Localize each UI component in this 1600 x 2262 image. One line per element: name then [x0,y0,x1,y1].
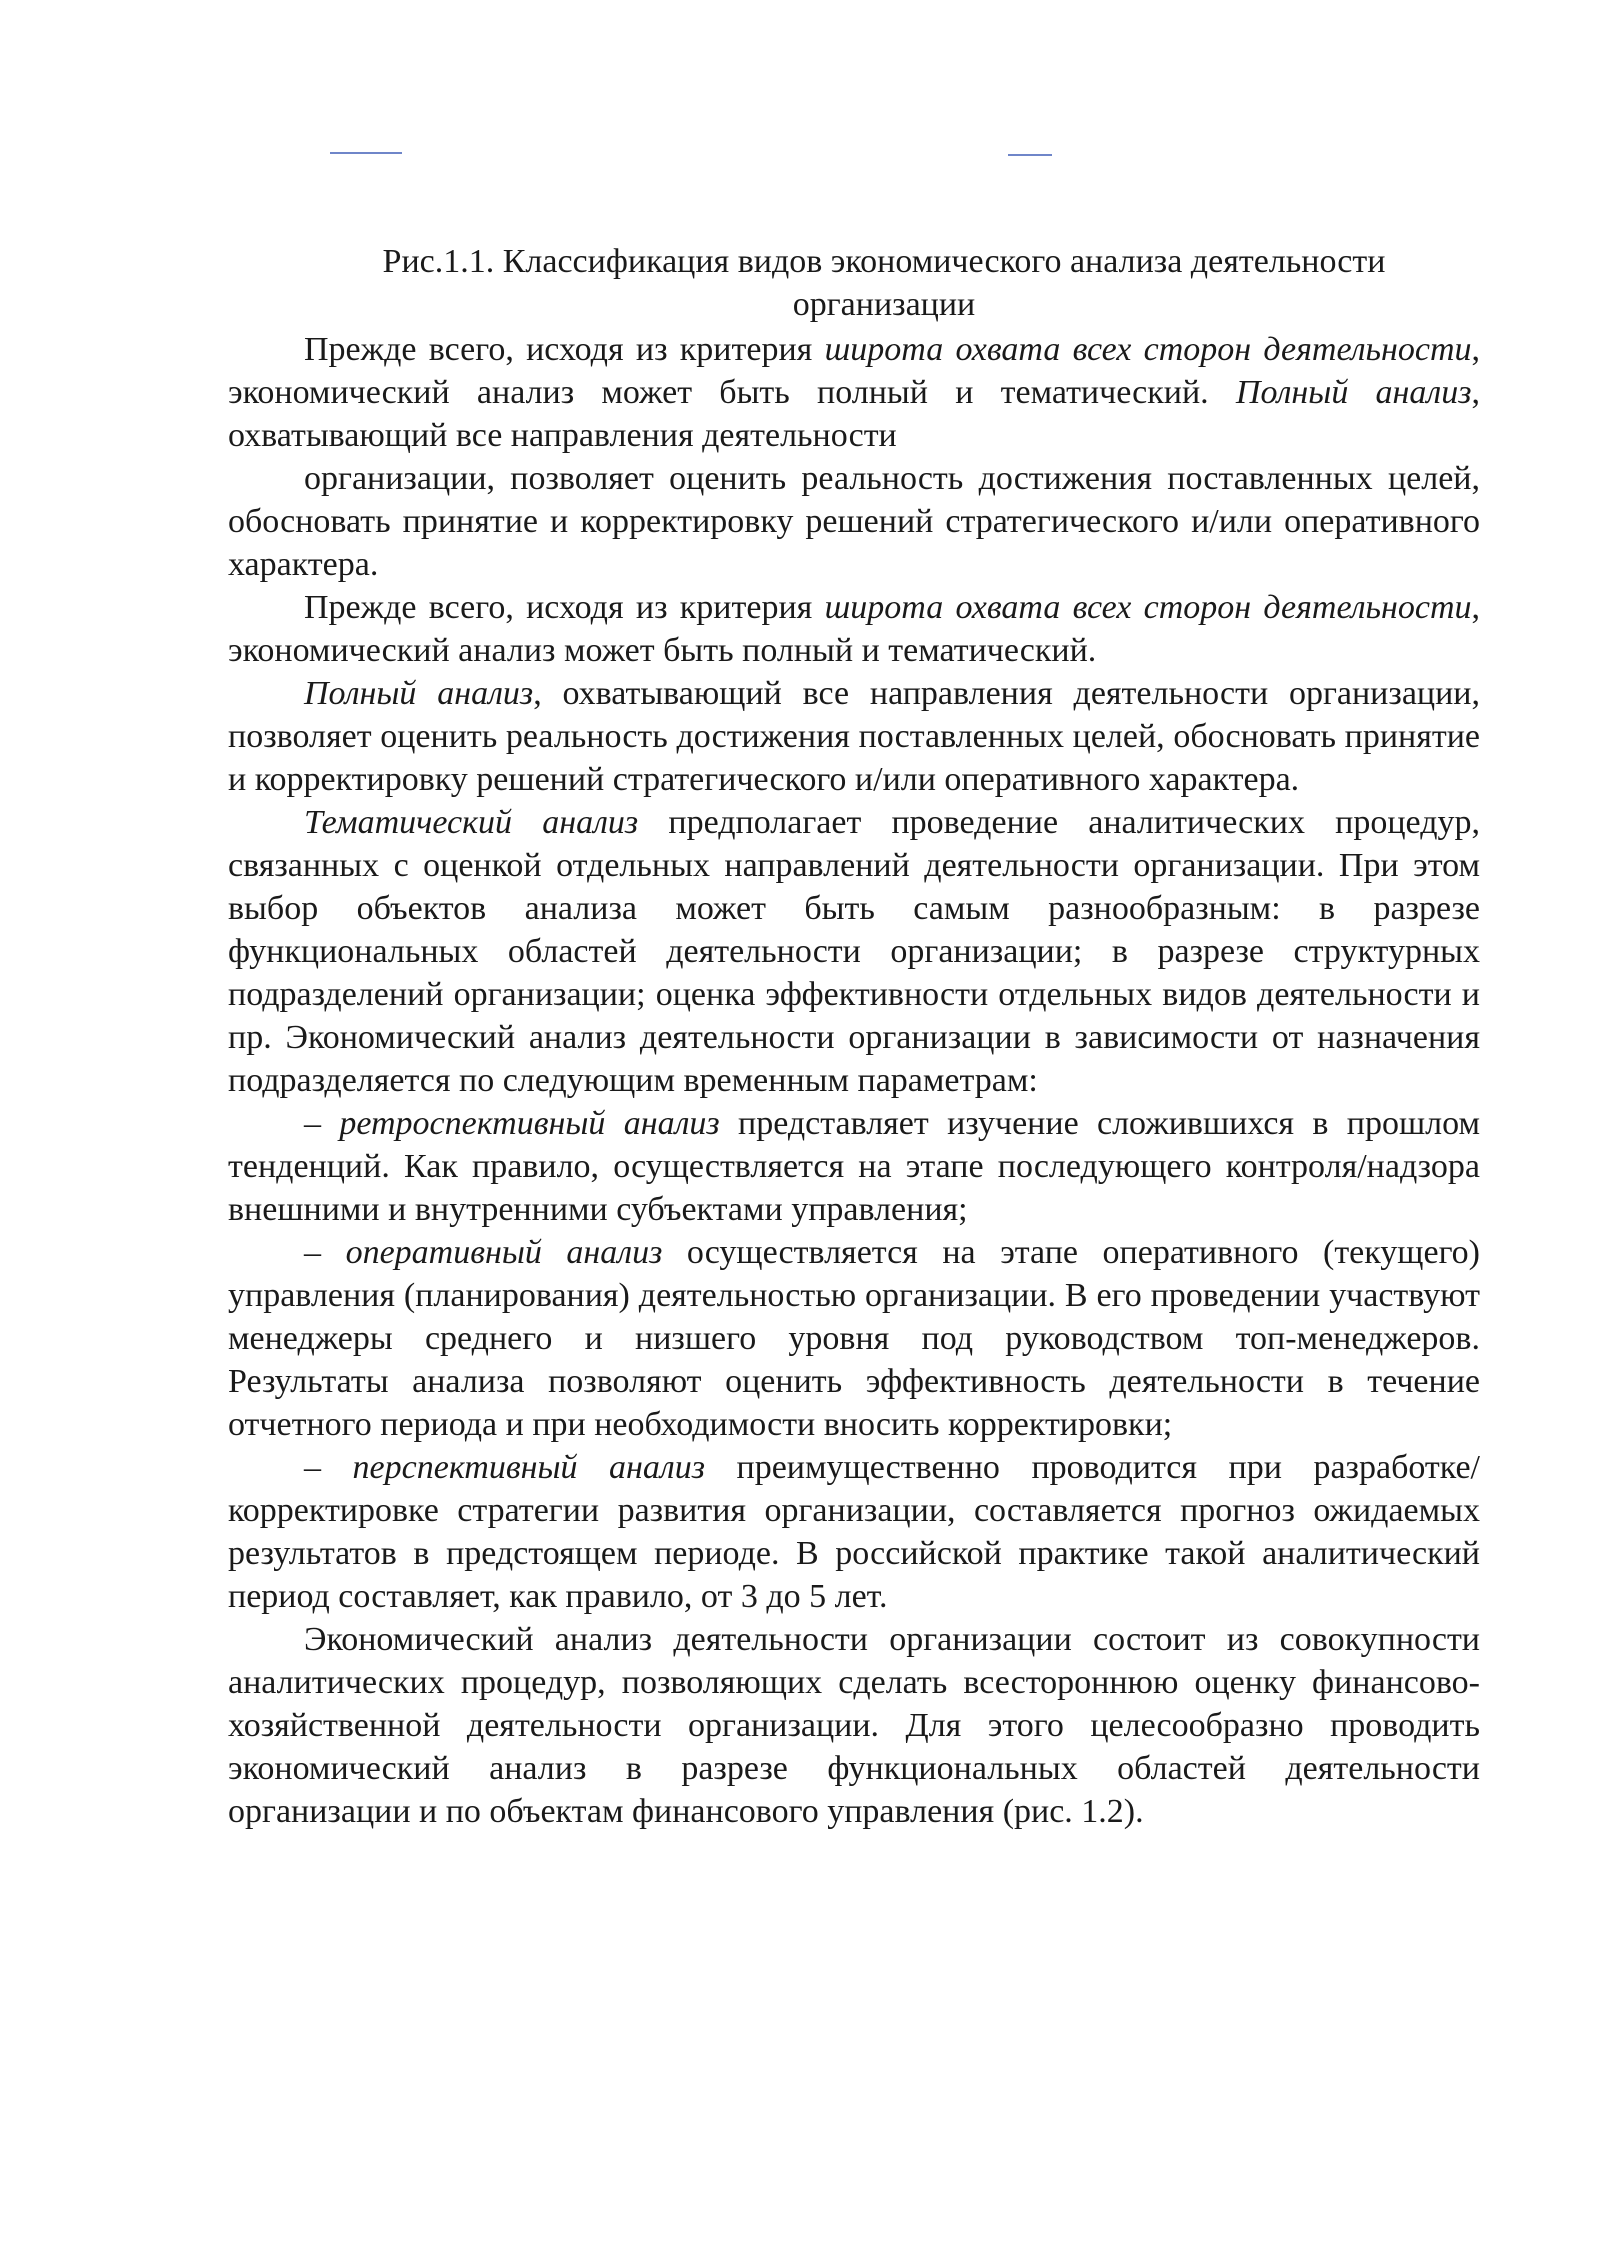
caption-line-2: организации [792,286,976,323]
figure-remnant-line-center [1008,154,1052,156]
paragraph-9 [228,1618,1480,1833]
figure-remnant-line-left [330,152,402,154]
paragraph-1 [228,328,1480,457]
p3-text-2: , экономический анализ может быть полный и тематический. [228,589,1481,669]
p7-text-1: осуществляется на этапе оперативного (текущего) управления (планирования) деятельностью организации. В его проведении участвуют менеджеры среднего и низшего уровня под руководством топ-менеджеров. Результаты анализа позволяют оценить эффективность деятельности в течение отчетного периода и при необходимости вносить корректировки; [228,1234,1480,1443]
p3-italic-1: широта охвата всех сторон деятельности [824,589,1472,626]
p6-dash: – [304,1105,340,1142]
p3-text-1: Прежде всего, исходя из критерия [304,589,825,626]
p1-text-1: Прежде всего, исходя из критерия [304,331,825,368]
paragraph-2 [228,457,1480,586]
p4-text-1: , охватывающий все направления деятельности организации, позволяет оценить реальность достижения поставленных целей, обосновать принятие и корректировку решений стратегического и/или оперативного характера. [228,675,1480,798]
paragraph-6-retrospective [228,1102,1480,1231]
p5-italic-1: Тематический анализ [304,804,639,841]
p5-text-1: предполагает проведение аналитических процедур, связанных с оценкой отдельных направлений деятельности организации. При этом выбор объектов анализа может быть самым разнообразным: в разрезе функциональных областей деятельности организации; в разрезе структурных подразделений организации; оценка эффективности отдельных видов деятельности и пр. Экономический анализ деятельности организации в зависимости от назначения подразделяется по следующим временным параметрам: [228,804,1480,1099]
p2-text-1: организации, позволяет оценить реальность достижения поставленных целей, обосновать принятие и корректировку решений стратегического и/или оперативного характера. [228,460,1480,583]
p4-italic-1: Полный анализ [304,675,534,712]
paragraph-3 [228,586,1480,672]
p8-dash: – [304,1449,353,1486]
p7-dash: – [304,1234,346,1271]
p8-italic-1: перспективный анализ [352,1449,705,1486]
p9-text-1: Экономический анализ деятельности организации состоит из совокупности аналитических процедур, позволяющих сделать всестороннюю оценку финансово-хозяйственной деятельности организации. Для этого целесообразно проводить экономический анализ в разрезе функциональных областей деятельности организации и по объектам финансового управления (рис. 1.2). [228,1621,1480,1830]
p1-text-3: , охватывающий все направления деятельности [228,374,1480,454]
paragraph-7-operational [228,1231,1480,1446]
p7-italic-1: оперативный анализ [345,1234,663,1271]
paragraph-8-perspective [228,1446,1480,1618]
p8-text-1: преимущественно проводится при разработке/корректировке стратегии развития организации, составляется прогноз ожидаемых результатов в предстоящем периоде. В российской практике такой аналитический период составляет, как правило, от 3 до 5 лет. [228,1449,1480,1615]
p1-italic-2: Полный анализ [1235,374,1472,411]
figure-caption [228,240,1480,326]
document-body [228,240,1480,1833]
p6-text-1: представляет изучение сложившихся в прошлом тенденций. Как правило, осуществляется на этапе последующего контроля/надзора внешними и внутренними субъектами управления; [228,1105,1481,1228]
paragraph-5 [228,801,1480,1102]
p1-text-2: , экономический анализ может быть полный и тематический. [228,331,1481,411]
caption-line-1: Рис.1.1. Классификация видов экономического анализа деятельности [382,243,1386,280]
p1-italic-1: широта охвата всех сторон деятельности [824,331,1472,368]
p6-italic-1: ретроспективный анализ [339,1105,720,1142]
paragraph-4 [228,672,1480,801]
